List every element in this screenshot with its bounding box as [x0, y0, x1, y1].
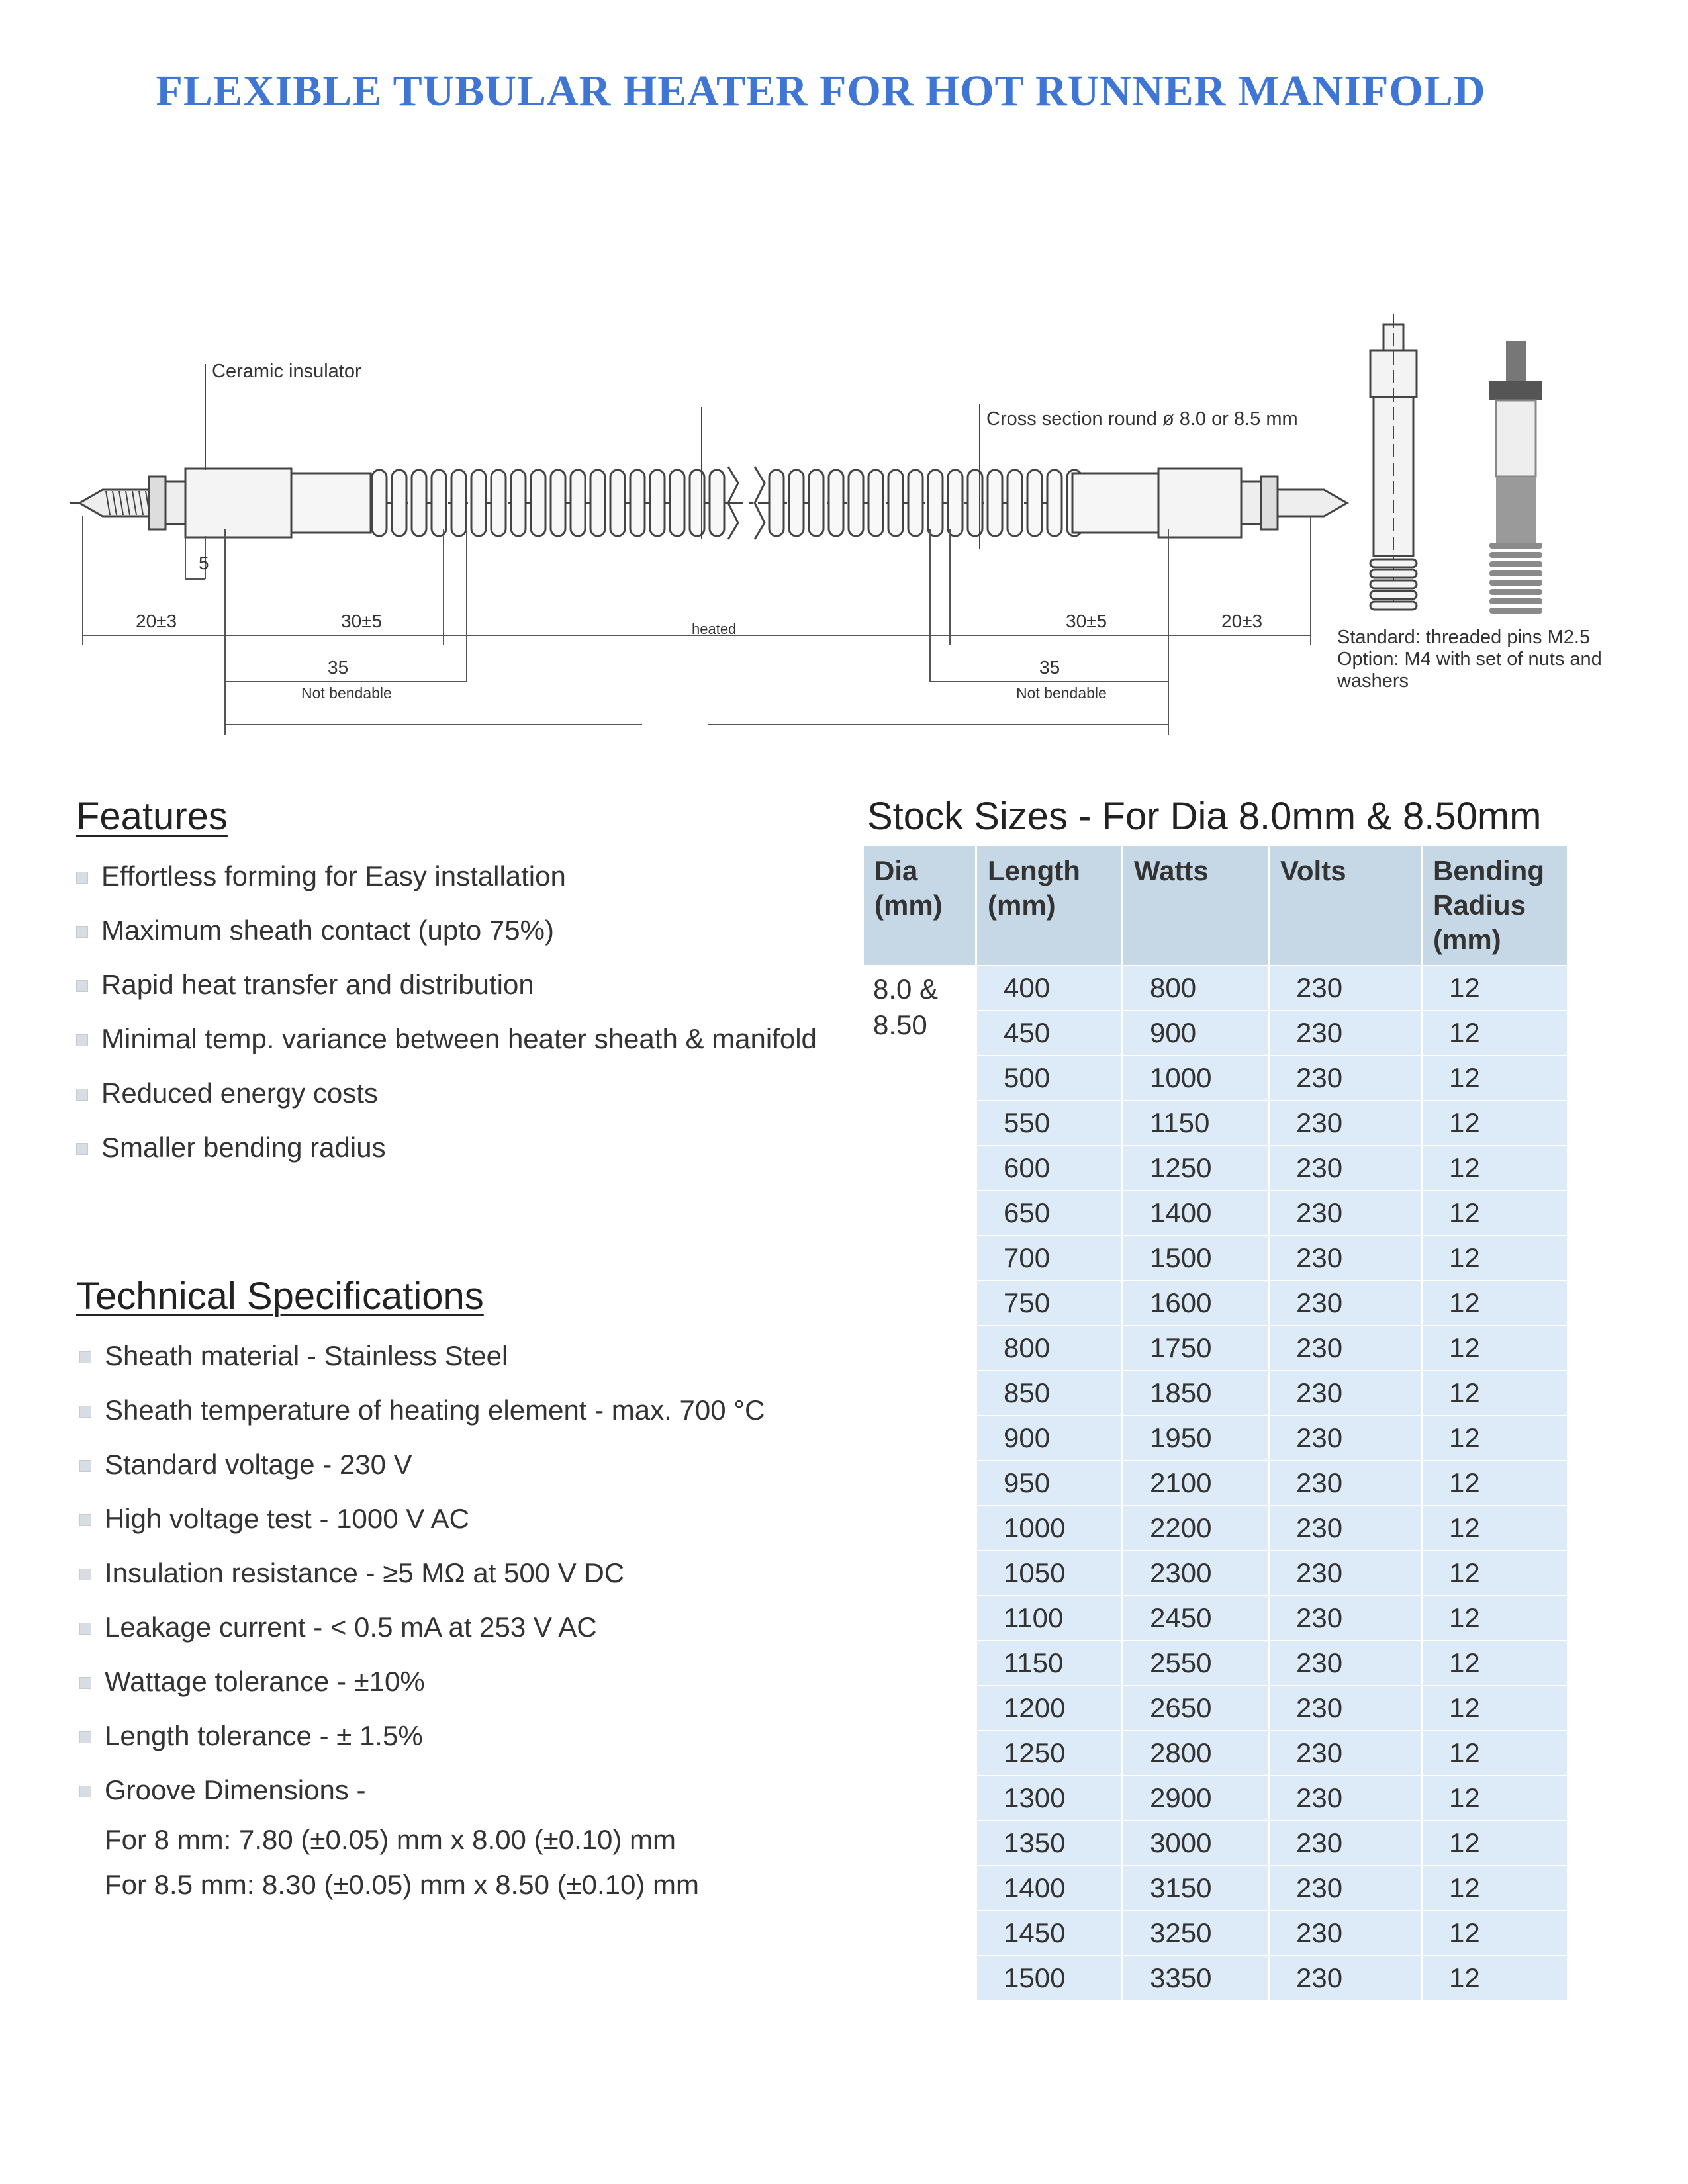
- bending-radius-cell: 12: [1422, 1956, 1568, 2000]
- watts-cell: 2900: [1123, 1776, 1269, 1821]
- dim-5-label: 5: [199, 553, 209, 573]
- heated-label: heated: [692, 621, 737, 637]
- pin-note-line1: Standard: threaded pins M2.5: [1337, 627, 1591, 648]
- bending-radius-cell: 12: [1422, 1326, 1568, 1371]
- list-item: Wattage tolerance - ±10%: [79, 1655, 765, 1709]
- dim-20-right-label: 20±3: [1221, 611, 1263, 631]
- volts-cell: 230: [1269, 1731, 1422, 1776]
- list-item: Effortless forming for Easy installation: [76, 849, 817, 903]
- volts-cell: 230: [1269, 1416, 1422, 1461]
- length-cell: 850: [976, 1371, 1123, 1416]
- bending-radius-cell: 12: [1422, 1011, 1568, 1056]
- bending-radius-cell: 12: [1422, 1236, 1568, 1281]
- bending-radius-cell: 12: [1422, 1101, 1568, 1146]
- not-bendable-left-label: Not bendable: [301, 684, 392, 702]
- list-item: Sheath temperature of heating element - max. 700 °C: [79, 1383, 765, 1437]
- table-header-row: [864, 846, 1568, 966]
- length-cell: 1050: [976, 1551, 1123, 1596]
- list-item: Rapid heat transfer and distribution: [76, 958, 817, 1012]
- list-item: Sheath material - Stainless Steel: [79, 1329, 765, 1383]
- length-cell: 1250: [976, 1731, 1123, 1776]
- watts-cell: 1150: [1123, 1101, 1269, 1146]
- bending-radius-cell: 12: [1422, 1506, 1568, 1551]
- watts-cell: 1850: [1123, 1371, 1269, 1416]
- bending-radius-cell: 12: [1422, 1776, 1568, 1821]
- length-cell: 600: [976, 1146, 1123, 1191]
- dim-30-right-label: 30±5: [1066, 611, 1107, 631]
- length-cell: 400: [976, 966, 1123, 1011]
- bending-radius-cell: 12: [1422, 1821, 1568, 1866]
- watts-cell: 1400: [1123, 1191, 1269, 1236]
- dim-35-left-label: 35: [328, 657, 349, 678]
- dim-35-right-label: 35: [1039, 657, 1060, 678]
- col-bending-radius: [1422, 846, 1568, 966]
- watts-cell: 3350: [1123, 1956, 1269, 2000]
- watts-cell: 900: [1123, 1011, 1269, 1056]
- length-cell: 900: [976, 1416, 1123, 1461]
- length-cell: 700: [976, 1236, 1123, 1281]
- watts-cell: 2450: [1123, 1596, 1269, 1641]
- volts-cell: 230: [1269, 1146, 1422, 1191]
- pin-note-line2: Option: M4 with set of nuts and: [1337, 649, 1602, 670]
- length-cell: 650: [976, 1191, 1123, 1236]
- bending-radius-cell: 12: [1422, 966, 1568, 1011]
- cross-section-label: Cross section round ø 8.0 or 8.5 mm: [986, 408, 1298, 430]
- volts-cell: 230: [1269, 1821, 1422, 1866]
- length-cell: 1200: [976, 1686, 1123, 1731]
- watts-cell: 2550: [1123, 1641, 1269, 1686]
- watts-cell: 800: [1123, 966, 1269, 1011]
- dia-cell: [864, 966, 976, 2000]
- volts-cell: 230: [1269, 1461, 1422, 1506]
- bending-radius-cell: 12: [1422, 1551, 1568, 1596]
- dim-20-left-label: 20±3: [136, 611, 177, 631]
- bending-radius-cell: 12: [1422, 1416, 1568, 1461]
- volts-cell: 230: [1269, 1056, 1422, 1101]
- volts-cell: 230: [1269, 1191, 1422, 1236]
- col-length: [976, 846, 1123, 966]
- watts-cell: 1000: [1123, 1056, 1269, 1101]
- watts-cell: 2650: [1123, 1686, 1269, 1731]
- bending-radius-cell: 12: [1422, 1146, 1568, 1191]
- volts-cell: 230: [1269, 1686, 1422, 1731]
- volts-cell: 230: [1269, 1281, 1422, 1326]
- bending-radius-cell: 12: [1422, 1371, 1568, 1416]
- bending-radius-cell: 12: [1422, 1731, 1568, 1776]
- volts-cell: 230: [1269, 1776, 1422, 1821]
- features-list: [76, 849, 817, 1175]
- tech-specs-list: [79, 1329, 765, 1907]
- length-cell: 1450: [976, 1911, 1123, 1956]
- col-length-line1: Length: [988, 855, 1080, 886]
- page-title: FLEXIBLE TUBULAR HEATER FOR HOT RUNNER MANIFOLD: [156, 67, 1486, 115]
- col-dia-line1: Dia: [874, 855, 918, 886]
- list-item: Groove Dimensions -: [79, 1763, 765, 1817]
- watts-cell: 3250: [1123, 1911, 1269, 1956]
- volts-cell: 230: [1269, 1956, 1422, 2000]
- bending-radius-cell: 12: [1422, 1641, 1568, 1686]
- length-cell: 800: [976, 1326, 1123, 1371]
- volts-cell: 230: [1269, 1101, 1422, 1146]
- length-cell: 450: [976, 1011, 1123, 1056]
- not-bendable-right-label: Not bendable: [1016, 684, 1107, 702]
- length-cell: 1350: [976, 1821, 1123, 1866]
- length-cell: 1100: [976, 1596, 1123, 1641]
- col-watts: Watts: [1123, 846, 1269, 966]
- length-cell: 550: [976, 1101, 1123, 1146]
- bending-radius-cell: 12: [1422, 1281, 1568, 1326]
- stock-sizes-title: Stock Sizes - For Dia 8.0mm & 8.50mm: [867, 795, 1542, 838]
- length-cell: 1400: [976, 1866, 1123, 1911]
- volts-cell: 230: [1269, 1596, 1422, 1641]
- volts-cell: 230: [1269, 1371, 1422, 1416]
- volts-cell: 230: [1269, 1866, 1422, 1911]
- list-item: Maximum sheath contact (upto 75%): [76, 903, 817, 958]
- watts-cell: 3150: [1123, 1866, 1269, 1911]
- bending-radius-cell: 12: [1422, 1461, 1568, 1506]
- list-item: Minimal temp. variance between heater sheath & manifold: [76, 1012, 817, 1066]
- bending-radius-cell: 12: [1422, 1866, 1568, 1911]
- features-heading: Features: [76, 795, 228, 838]
- list-item: High voltage test - 1000 V AC: [79, 1492, 765, 1546]
- length-cell: 750: [976, 1281, 1123, 1326]
- list-item: Insulation resistance - ≥5 MΩ at 500 V DC: [79, 1546, 765, 1600]
- col-length-line2: (mm): [988, 889, 1056, 921]
- watts-cell: 1950: [1123, 1416, 1269, 1461]
- watts-cell: 1750: [1123, 1326, 1269, 1371]
- length-cell: 1300: [976, 1776, 1123, 1821]
- volts-cell: 230: [1269, 1011, 1422, 1056]
- length-cell: 1000: [976, 1506, 1123, 1551]
- watts-cell: 2100: [1123, 1461, 1269, 1506]
- list-item: Leakage current - < 0.5 mA at 253 V AC: [79, 1600, 765, 1655]
- volts-cell: 230: [1269, 1236, 1422, 1281]
- bending-radius-cell: 12: [1422, 1686, 1568, 1731]
- tech-specs-heading: Technical Specifications: [76, 1275, 484, 1318]
- watts-cell: 2800: [1123, 1731, 1269, 1776]
- list-item: Reduced energy costs: [76, 1066, 817, 1120]
- volts-cell: 230: [1269, 1911, 1422, 1956]
- ceramic-insulator-label: Ceramic insulator: [212, 361, 361, 382]
- volts-cell: 230: [1269, 966, 1422, 1011]
- watts-cell: 1500: [1123, 1236, 1269, 1281]
- bending-radius-cell: 12: [1422, 1596, 1568, 1641]
- volts-cell: 230: [1269, 1551, 1422, 1596]
- list-item: Standard voltage - 230 V: [79, 1437, 765, 1492]
- watts-cell: 2300: [1123, 1551, 1269, 1596]
- groove-8mm: For 8 mm: 7.80 (±0.05) mm x 8.00 (±0.10) mm: [105, 1824, 676, 1855]
- list-item: Smaller bending radius: [76, 1120, 817, 1175]
- watts-cell: 1250: [1123, 1146, 1269, 1191]
- watts-cell: 2200: [1123, 1506, 1269, 1551]
- bending-radius-cell: 12: [1422, 1191, 1568, 1236]
- col-bend-line2: Radius: [1433, 889, 1526, 921]
- bending-radius-cell: 12: [1422, 1056, 1568, 1101]
- col-bend-line3: (mm): [1433, 924, 1501, 955]
- watts-cell: 1600: [1123, 1281, 1269, 1326]
- watts-cell: 3000: [1123, 1821, 1269, 1866]
- heater-diagram: [66, 311, 1655, 741]
- volts-cell: 230: [1269, 1506, 1422, 1551]
- table-row: [864, 966, 1568, 1011]
- pin-note-line3: washers: [1337, 670, 1409, 692]
- dim-30-left-label: 30±5: [341, 611, 383, 631]
- list-item: Length tolerance - ± 1.5%: [79, 1709, 765, 1763]
- bending-radius-cell: 12: [1422, 1911, 1568, 1956]
- length-cell: 1150: [976, 1641, 1123, 1686]
- dia-line1: 8.0 &: [873, 974, 939, 1005]
- length-cell: 1500: [976, 1956, 1123, 2000]
- col-bend-line1: Bending: [1433, 855, 1544, 886]
- col-dia: [864, 846, 976, 966]
- col-volts: Volts: [1269, 846, 1422, 966]
- volts-cell: 230: [1269, 1641, 1422, 1686]
- col-dia-line2: (mm): [874, 889, 943, 921]
- length-cell: 950: [976, 1461, 1123, 1506]
- dia-line2: 8.50: [873, 1009, 927, 1040]
- volts-cell: 230: [1269, 1326, 1422, 1371]
- groove-85mm: For 8.5 mm: 8.30 (±0.05) mm x 8.50 (±0.10) mm: [105, 1869, 700, 1900]
- stock-sizes-table: [864, 846, 1569, 2000]
- length-cell: 500: [976, 1056, 1123, 1101]
